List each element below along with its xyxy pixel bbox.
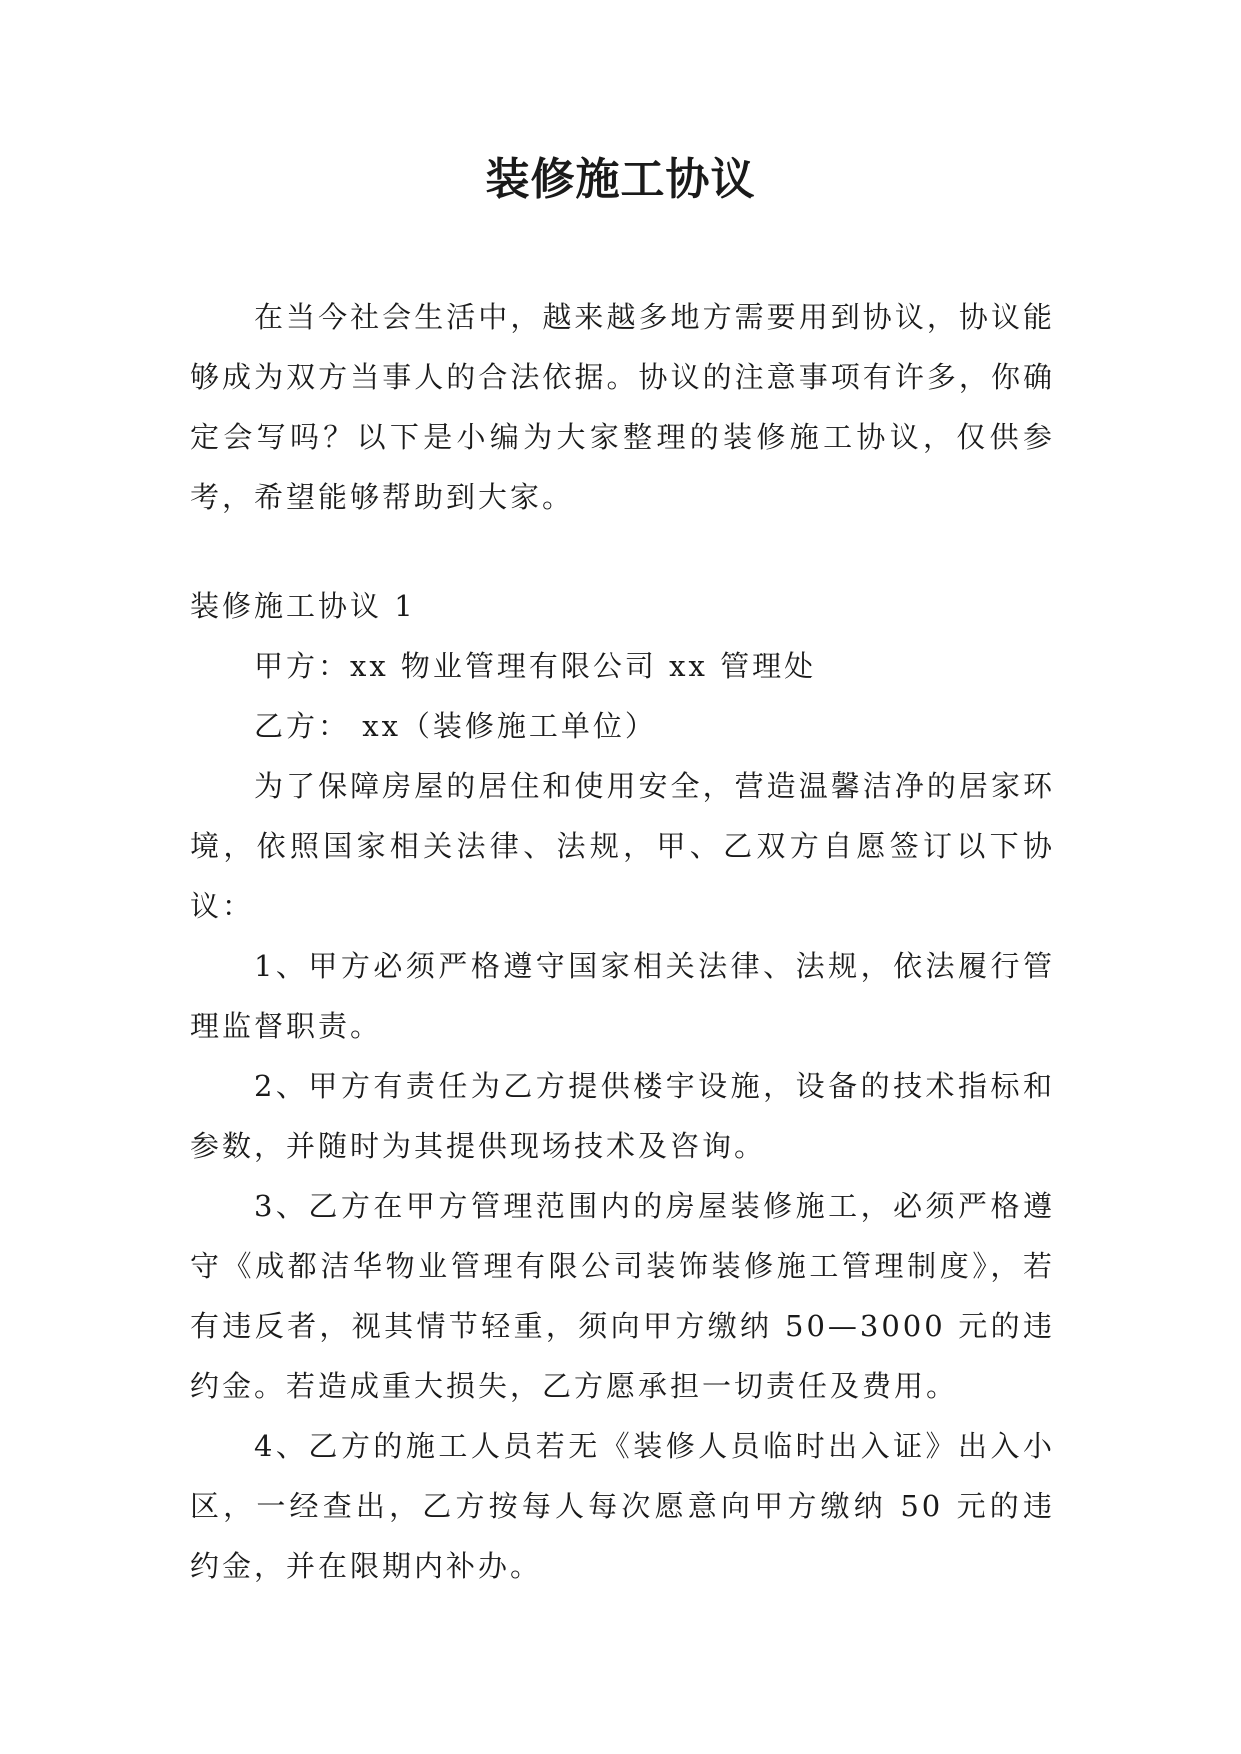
section-heading: 装修施工协议 1: [190, 589, 416, 623]
party-b-line: 乙方： xx（装修施工单位）: [254, 709, 657, 743]
intro-paragraph: 在当今社会生活中，越来越多地方需要用到协议，协议能够成为双方当事人的合法依据。协议的注意事项有许多，你确定会写吗？以下是小编为大家整理的装修施工协议，仅供参考，希望能够帮助到大家。: [190, 300, 1055, 514]
clause-2: 2、甲方有责任为乙方提供楼宇设施，设备的技术指标和参数，并随时为其提供现场技术及咨询。: [190, 1069, 1055, 1163]
clause-3: 3、乙方在甲方管理范围内的房屋装修施工，必须严格遵守《成都洁华物业管理有限公司装饰装修施工管理制度》，若有违反者，视其情节轻重，须向甲方缴纳 50—3000 元的违约金。若造成重大损失，乙方愿承担一切责任及费用。: [190, 1189, 1055, 1403]
party-a-line: 甲方：xx 物业管理有限公司 xx 管理处: [254, 649, 817, 683]
document-title: 装修施工协议: [485, 154, 756, 205]
clause-1: 1、甲方必须严格遵守国家相关法律、法规，依法履行管理监督职责。: [190, 949, 1055, 1043]
clause-4: 4、乙方的施工人员若无《装修人员临时出入证》出入小区，一经查出，乙方按每人每次愿意向甲方缴纳 50 元的违约金，并在限期内补办。: [190, 1429, 1055, 1583]
intro-block: [190, 287, 1055, 527]
agreement-section: [190, 576, 1055, 1596]
preamble-paragraph: 为了保障房屋的居住和使用安全，营造温馨洁净的居家环境，依照国家相关法律、法规，甲、乙双方自愿签订以下协议：: [190, 769, 1055, 923]
